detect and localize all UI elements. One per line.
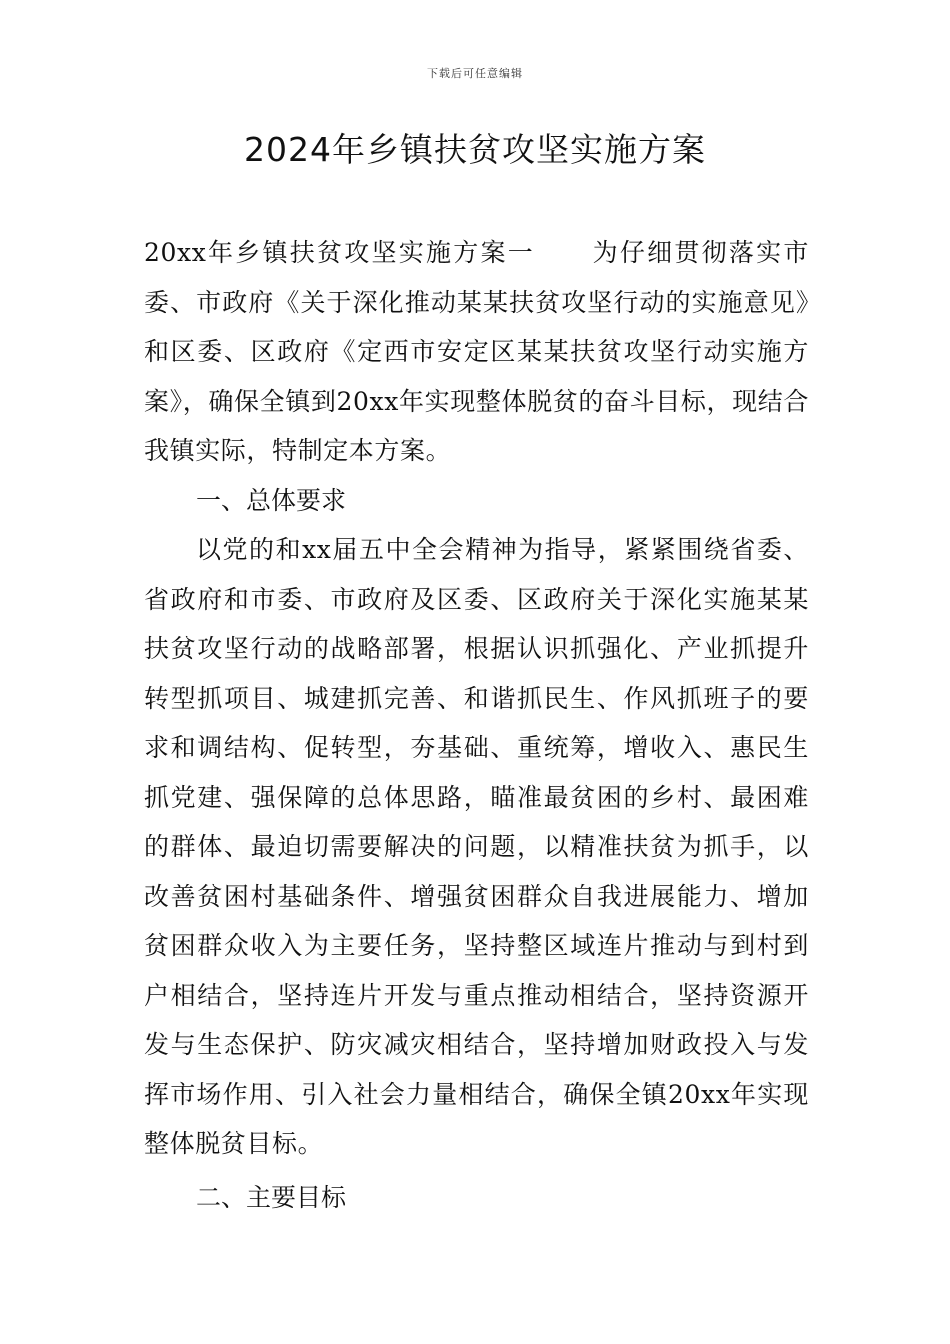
section-heading-1: 一、总体要求 (196, 485, 347, 515)
intro-paragraph (144, 228, 809, 476)
section-paragraph-1: 以党的和xx届五中全会精神为指导，紧紧围绕省委、省政府和市委、市政府及区委、区政府关于深化实施某某扶贫攻坚行动的战略部署，根据认识抓强化、产业抓提升转型抓项目、城建抓完善、和谐抓民生、作风抓班子的要求和调结构、促转型，夯基础、重统筹，增收入、惠民生抓党建、强保障的总体思路，瞄准最贫困的乡村、最困难的群体、最迫切需要解决的问题，以精准扶贫为抓手，以改善贫困村基础条件、增强贫困群众自我进展能力、增加贫困群众收入为主要任务，坚持整区域连片推动与到村到户相结合，坚持连片开发与重点推动相结合，坚持资源开发与生态保护、防灾减灾相结合，坚持增加财政投入与发挥市场作用、引入社会力量相结合，确保全镇20xx年实现整体脱贫目标。 (144, 535, 809, 1158)
header-note: 下载后可任意编辑 (427, 67, 523, 80)
intro-lead: 20xx年乡镇扶贫攻坚实施方案一 (144, 238, 536, 267)
document-body (144, 228, 809, 1222)
section-heading-2: 二、主要目标 (196, 1182, 347, 1212)
document-title: 2024年乡镇扶贫攻坚实施方案 (244, 130, 706, 169)
intro-body: 为仔细贯彻落实市委、市政府《关于深化推动某某扶贫攻坚行动的实施意见》和区委、区政府《定西市安定区某某扶贫攻坚行动实施方案》，确保全镇到20xx年实现整体脱贫的奋斗目标，现结合我镇实际，特制定本方案。 (144, 238, 809, 465)
